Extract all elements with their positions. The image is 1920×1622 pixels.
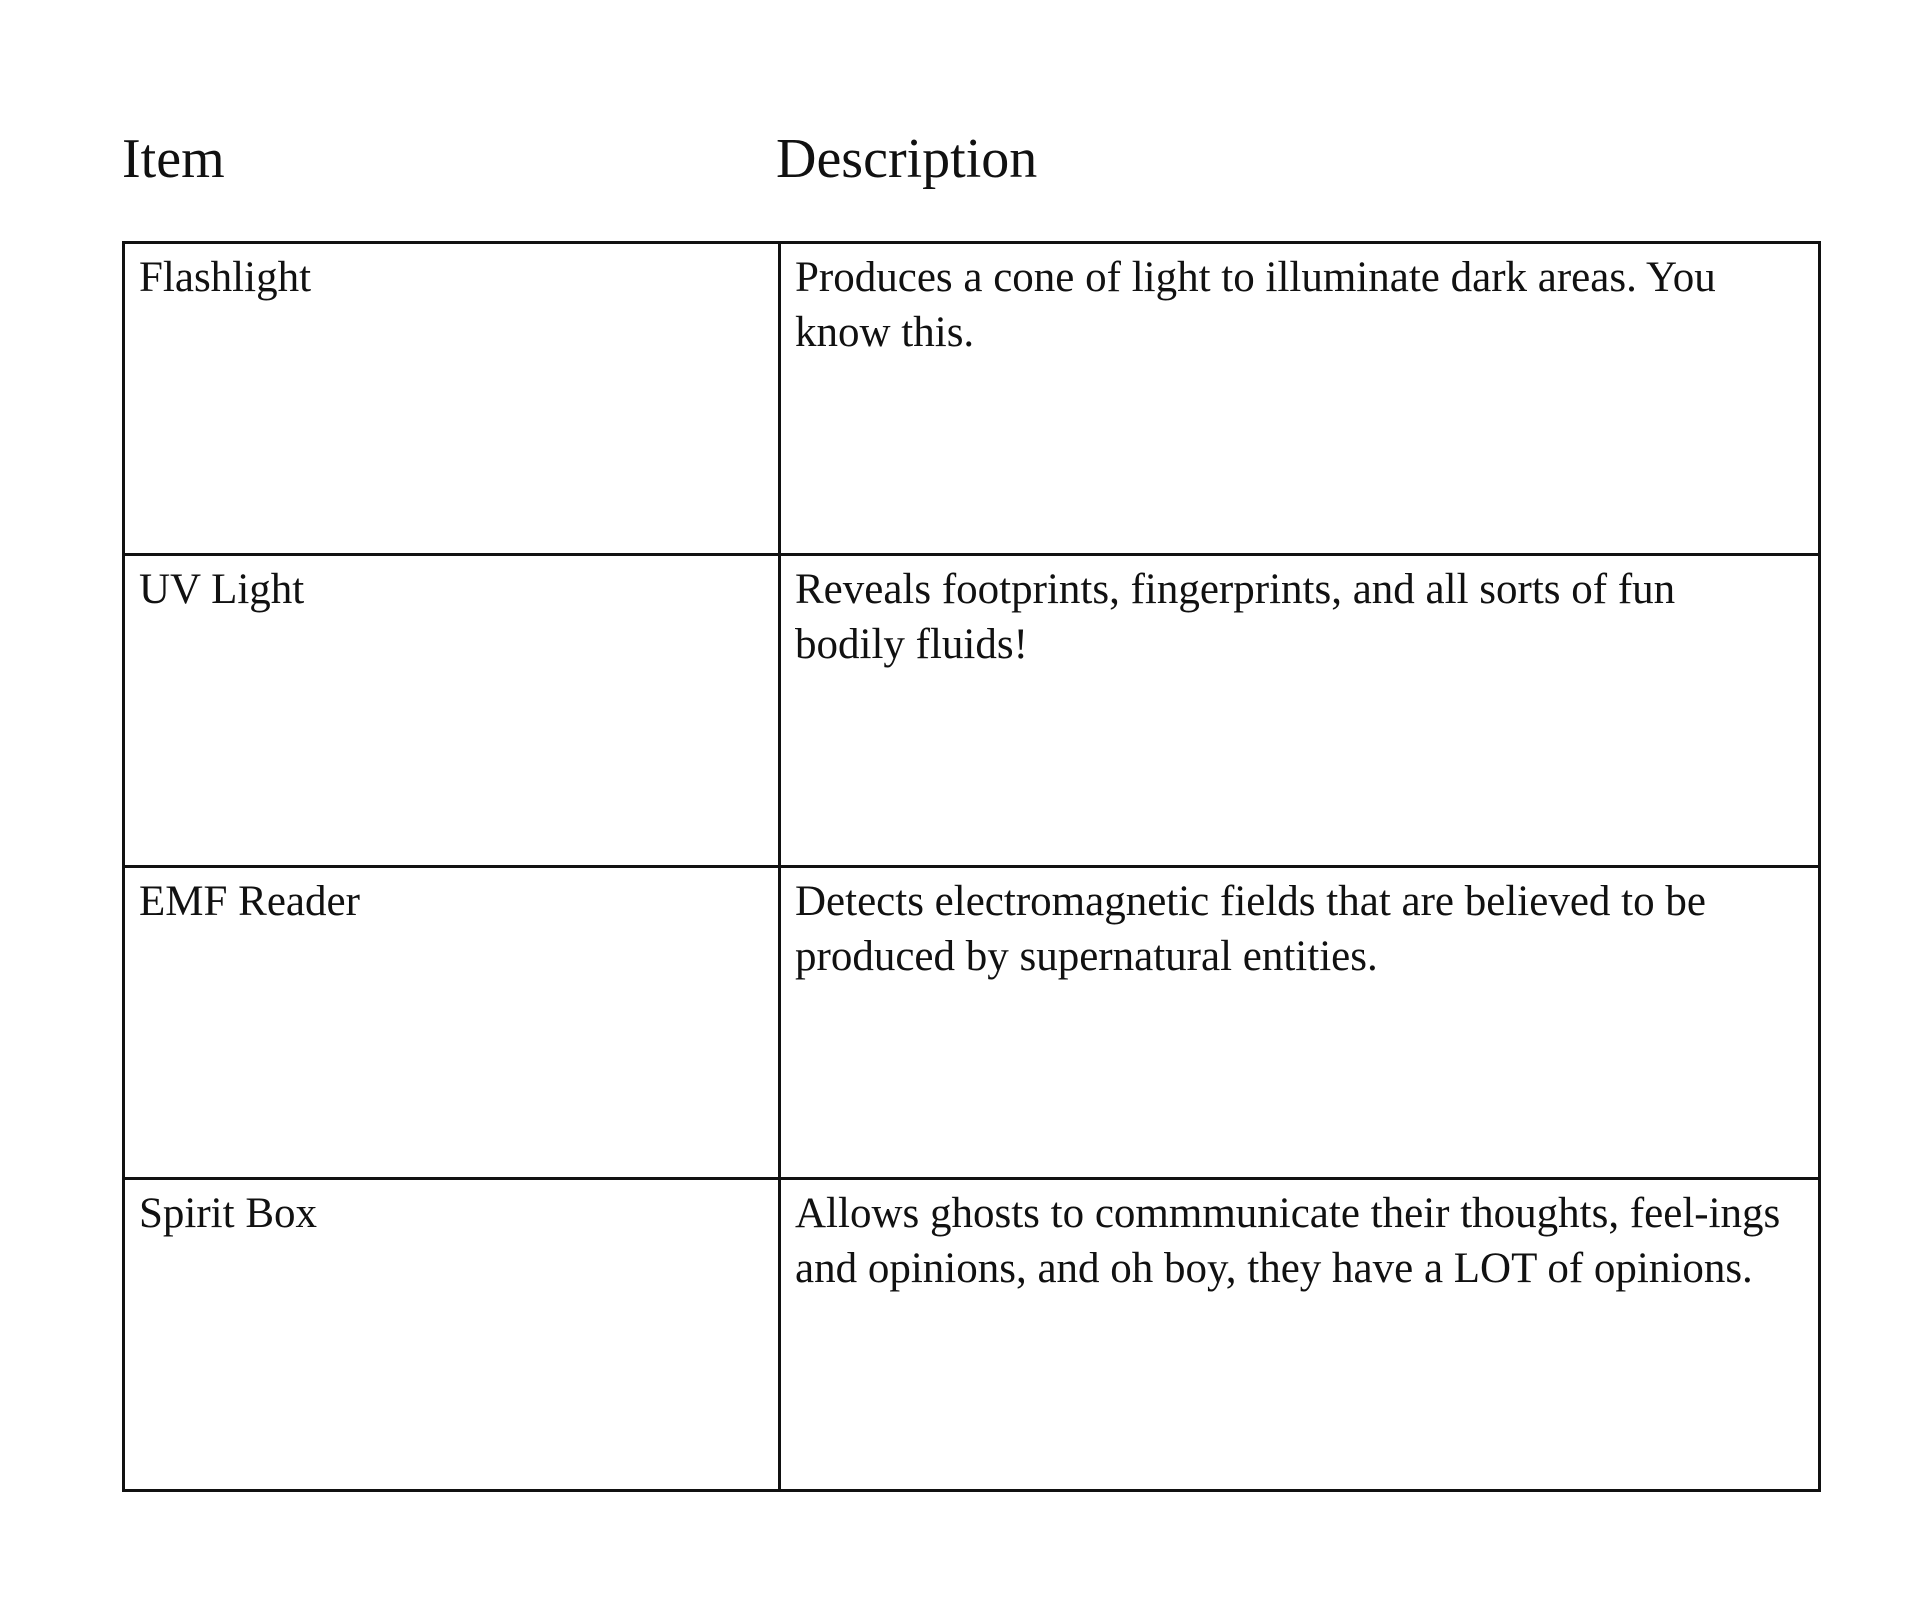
column-header-item: Item (122, 128, 225, 190)
table-row (124, 1179, 1820, 1491)
description-cell: Reveals footprints, fingerprints, and all sorts of fun bodily fluids! (780, 555, 1820, 867)
description-cell: Allows ghosts to commmunicate their thoughts, feel-ings and opinions, and oh boy, they have a LOT of opinions. (780, 1179, 1820, 1491)
item-cell: EMF Reader (124, 867, 780, 1179)
equipment-table (122, 241, 1821, 1492)
item-cell: Spirit Box (124, 1179, 780, 1491)
item-cell: UV Light (124, 555, 780, 867)
table-row (124, 867, 1820, 1179)
table-header (122, 124, 1818, 194)
description-cell: Produces a cone of light to illuminate dark areas. You know this. (780, 243, 1820, 555)
item-cell: Flashlight (124, 243, 780, 555)
table-row (124, 555, 1820, 867)
table-row (124, 243, 1820, 555)
description-cell: Detects electromagnetic fields that are believed to be produced by supernatural entities. (780, 867, 1820, 1179)
column-header-description: Description (776, 128, 1038, 190)
